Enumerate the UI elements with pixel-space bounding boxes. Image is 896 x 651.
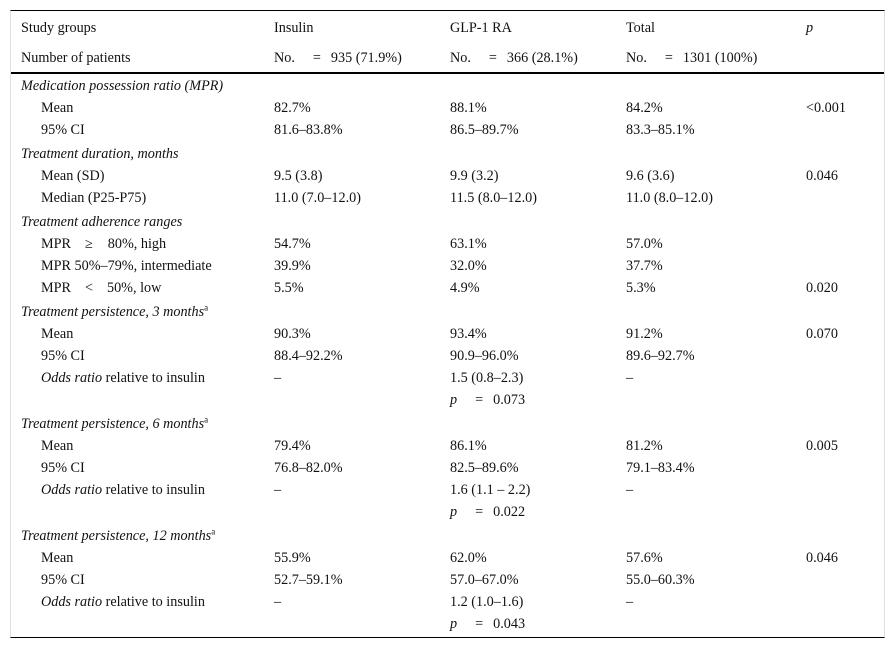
- cell-glp: 1.6 (1.1 – 2.2): [450, 482, 531, 498]
- table-row: [11, 457, 884, 479]
- or-p-value: p = 0.043: [450, 616, 526, 632]
- cell-insulin: 52.7–59.1%: [274, 572, 343, 588]
- insulin-patients: No. = 935 (71.9%): [274, 50, 402, 66]
- table-row: [11, 389, 884, 411]
- cell-total: 57.6%: [626, 550, 663, 566]
- table-row: [11, 501, 884, 523]
- cell-p: 0.046: [806, 550, 838, 566]
- cell-total: 91.2%: [626, 326, 663, 342]
- row-label: Mean: [41, 100, 74, 116]
- cell-insulin: 39.9%: [274, 258, 311, 274]
- cell-glp: 1.2 (1.0–1.6): [450, 594, 524, 610]
- table-row: [11, 613, 884, 635]
- row-label: Odds ratio relative to insulin: [41, 482, 205, 498]
- cell-total: 83.3–85.1%: [626, 122, 695, 138]
- cell-insulin: 55.9%: [274, 550, 311, 566]
- table-row: [11, 345, 884, 367]
- cell-glp: 11.5 (8.0–12.0): [450, 190, 537, 206]
- table-row: [11, 119, 884, 141]
- row-label: MPR ≥ 80%, high: [41, 236, 167, 252]
- cell-insulin: –: [274, 594, 282, 610]
- cell-total: 55.0–60.3%: [626, 572, 695, 588]
- cell-total: 37.7%: [626, 258, 663, 274]
- cell-glp: 9.9 (3.2): [450, 168, 499, 184]
- table-row: [11, 233, 884, 255]
- or-p-value: p = 0.022: [450, 504, 526, 520]
- row-label: Mean: [41, 550, 74, 566]
- cell-total: 81.2%: [626, 438, 663, 454]
- cell-p: 0.020: [806, 280, 838, 296]
- section-title-row: [11, 525, 884, 547]
- cell-glp: 63.1%: [450, 236, 487, 252]
- row-label: MPR 50%–79%, intermediate: [41, 258, 212, 274]
- row-label: Mean: [41, 438, 74, 454]
- row-label: Median (P25-P75): [41, 190, 147, 206]
- table-row: [11, 255, 884, 277]
- cell-glp: 86.5–89.7%: [450, 122, 519, 138]
- footnote-marker: a: [204, 302, 209, 313]
- table-row: [11, 435, 884, 457]
- cell-glp: 57.0–67.0%: [450, 572, 519, 588]
- table-row: [11, 323, 884, 345]
- section-title-persistence-12m: Treatment persistence, 12 months$^a$: [21, 526, 216, 544]
- cell-insulin: 76.8–82.0%: [274, 460, 343, 476]
- table-row: [11, 97, 884, 119]
- cell-glp: 86.1%: [450, 438, 487, 454]
- cell-total: 84.2%: [626, 100, 663, 116]
- cell-glp: 88.1%: [450, 100, 487, 116]
- patients-row: [11, 47, 884, 69]
- cell-total: 89.6–92.7%: [626, 348, 695, 364]
- row-label: Odds ratio relative to insulin: [41, 594, 205, 610]
- cell-insulin: 88.4–92.2%: [274, 348, 343, 364]
- section-title-row: [11, 211, 884, 233]
- cell-total: –: [626, 482, 634, 498]
- row-label: 95% CI: [41, 122, 85, 138]
- table-row: [11, 187, 884, 209]
- section-title-duration: Treatment duration, months: [21, 146, 179, 162]
- table-row: [11, 591, 884, 613]
- cell-total: 11.0 (8.0–12.0): [626, 190, 713, 206]
- row-label: 95% CI: [41, 572, 85, 588]
- cell-p: 0.046: [806, 168, 838, 184]
- row-label: 95% CI: [41, 460, 85, 476]
- glp-patients: No. = 366 (28.1%): [450, 50, 578, 66]
- section-title-row: [11, 301, 884, 323]
- cell-total: 9.6 (3.6): [626, 168, 675, 184]
- table-row: [11, 479, 884, 501]
- section-title-persistence-3m: Treatment persistence, 3 months$^a$: [21, 302, 209, 320]
- header-row: [11, 17, 884, 39]
- cell-p: 0.070: [806, 326, 838, 342]
- section-title-row: [11, 143, 884, 165]
- row-label: Mean: [41, 326, 74, 342]
- cell-insulin: –: [274, 370, 282, 386]
- table-row: [11, 277, 884, 299]
- cell-total: 79.1–83.4%: [626, 460, 695, 476]
- section-title-row: [11, 413, 884, 435]
- section-title-row: [11, 75, 884, 97]
- section-title-persistence-6m: Treatment persistence, 6 months$^a$: [21, 414, 209, 432]
- cell-total: –: [626, 594, 634, 610]
- section-title-adherence: Treatment adherence ranges: [21, 214, 183, 230]
- patients-label: Number of patients: [21, 50, 131, 66]
- cell-glp: 62.0%: [450, 550, 487, 566]
- row-label: Mean (SD): [41, 168, 105, 184]
- footnote-marker: a: [211, 526, 216, 537]
- table-row: [11, 367, 884, 389]
- cell-insulin: 82.7%: [274, 100, 311, 116]
- col-header-total: Total: [626, 20, 655, 36]
- col-header-study-groups: Study groups: [21, 20, 97, 36]
- cell-total: 57.0%: [626, 236, 663, 252]
- section-title-mpr: Medication possession ratio (MPR): [21, 78, 224, 94]
- cell-glp: 32.0%: [450, 258, 487, 274]
- cell-p: 0.005: [806, 438, 838, 454]
- cell-insulin: 79.4%: [274, 438, 311, 454]
- table-row: [11, 165, 884, 187]
- cell-insulin: 11.0 (7.0–12.0): [274, 190, 361, 206]
- cell-glp: 93.4%: [450, 326, 487, 342]
- footnote-marker: a: [204, 414, 209, 425]
- cell-glp: 4.9%: [450, 280, 480, 296]
- cell-insulin: 9.5 (3.8): [274, 168, 323, 184]
- cell-insulin: 54.7%: [274, 236, 311, 252]
- cell-total: –: [626, 370, 634, 386]
- cell-insulin: 90.3%: [274, 326, 311, 342]
- cell-glp: 90.9–96.0%: [450, 348, 519, 364]
- col-header-p: p: [806, 20, 814, 36]
- or-p-value: p = 0.073: [450, 392, 526, 408]
- results-table: [10, 10, 885, 638]
- table-row: [11, 569, 884, 591]
- cell-insulin: –: [274, 482, 282, 498]
- header-divider: [11, 72, 884, 74]
- cell-total: 5.3%: [626, 280, 656, 296]
- cell-insulin: 5.5%: [274, 280, 304, 296]
- row-label: MPR < 50%, low: [41, 280, 162, 296]
- total-patients: No. = 1301 (100%): [626, 50, 758, 66]
- cell-glp: 1.5 (0.8–2.3): [450, 370, 524, 386]
- row-label: 95% CI: [41, 348, 85, 364]
- table-row: [11, 547, 884, 569]
- col-header-insulin: Insulin: [274, 20, 314, 36]
- col-header-glp1: GLP-1 RA: [450, 20, 512, 36]
- cell-insulin: 81.6–83.8%: [274, 122, 343, 138]
- cell-glp: 82.5–89.6%: [450, 460, 519, 476]
- cell-p: <0.001: [806, 100, 846, 116]
- row-label: Odds ratio relative to insulin: [41, 370, 205, 386]
